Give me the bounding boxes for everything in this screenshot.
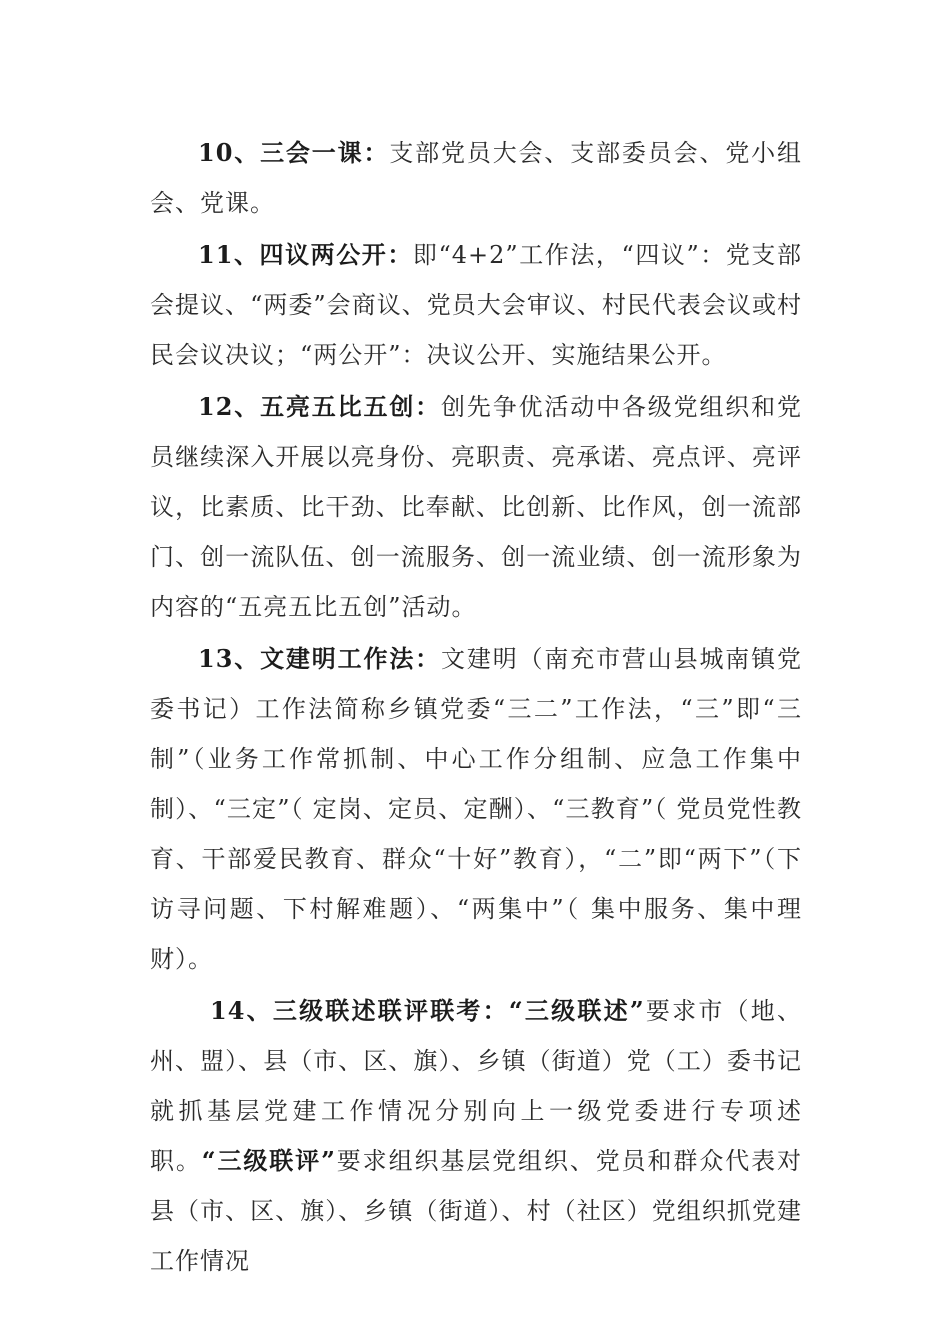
document-body bbox=[150, 128, 802, 1288]
emphasis-text: “三级联述” bbox=[508, 996, 645, 1025]
paragraph-11 bbox=[150, 230, 802, 380]
paragraph-text: 文建明（南充市营山县城南镇党委书记）工作法简称乡镇党委“三二”工作法，“三”即“三制”（业务工作常抓制、中心工作分组制、应急工作集中制）、“三定”（ 定岗、定员、定酬）、“三教育”（ 党员党性教育、干部爱民教育、群众“十好”教育），“二”即“两下”（下访寻问题、下村解难题）、“两集中”（ 集中服务、集中理财）。 bbox=[150, 645, 803, 973]
paragraph-text: 要求市（地、州、盟）、县（市、区、旗）、乡镇（街道）党（工）委书记就抓基层党建工作情况分别向上一级党委进行专项述职。 bbox=[150, 997, 802, 1175]
paragraph-12 bbox=[150, 382, 802, 632]
paragraph-text: 要求组织基层党组织、党员和群众代表对县（市、区、旗）、乡镇（街道）、村（社区）党组织抓党建工作情况 bbox=[150, 1147, 803, 1275]
paragraph-10 bbox=[150, 128, 802, 228]
paragraph-14 bbox=[150, 986, 802, 1286]
term-heading: 12、五亮五比五创： bbox=[198, 392, 442, 421]
emphasis-text: “三级联评” bbox=[201, 1146, 336, 1175]
term-heading: 14、三级联述联评联考： bbox=[210, 996, 509, 1025]
term-heading: 10、三会一课： bbox=[198, 138, 390, 167]
paragraph-text: 支部党员大会、支部委员会、党小组会、党课。 bbox=[150, 139, 803, 217]
term-heading: 13、文建明工作法： bbox=[198, 644, 442, 673]
paragraph-text: 创先争优活动中各级党组织和党员继续深入开展以亮身份、亮职责、亮承诺、亮点评、亮评议，比素质、比干劲、比奉献、比创新、比作风，创一流部门、创一流队伍、创一流服务、创一流业绩、创一流形象为内容的“五亮五比五创”活动。 bbox=[150, 393, 803, 621]
term-heading: 11、四议两公开： bbox=[198, 240, 413, 269]
paragraph-13 bbox=[150, 634, 802, 984]
paragraph-text: 即“4+2”工作法，“四议”：党支部会提议、“两委”会商议、党员大会审议、村民代表会议或村民会议决议；“两公开”：决议公开、实施结果公开。 bbox=[150, 241, 802, 369]
